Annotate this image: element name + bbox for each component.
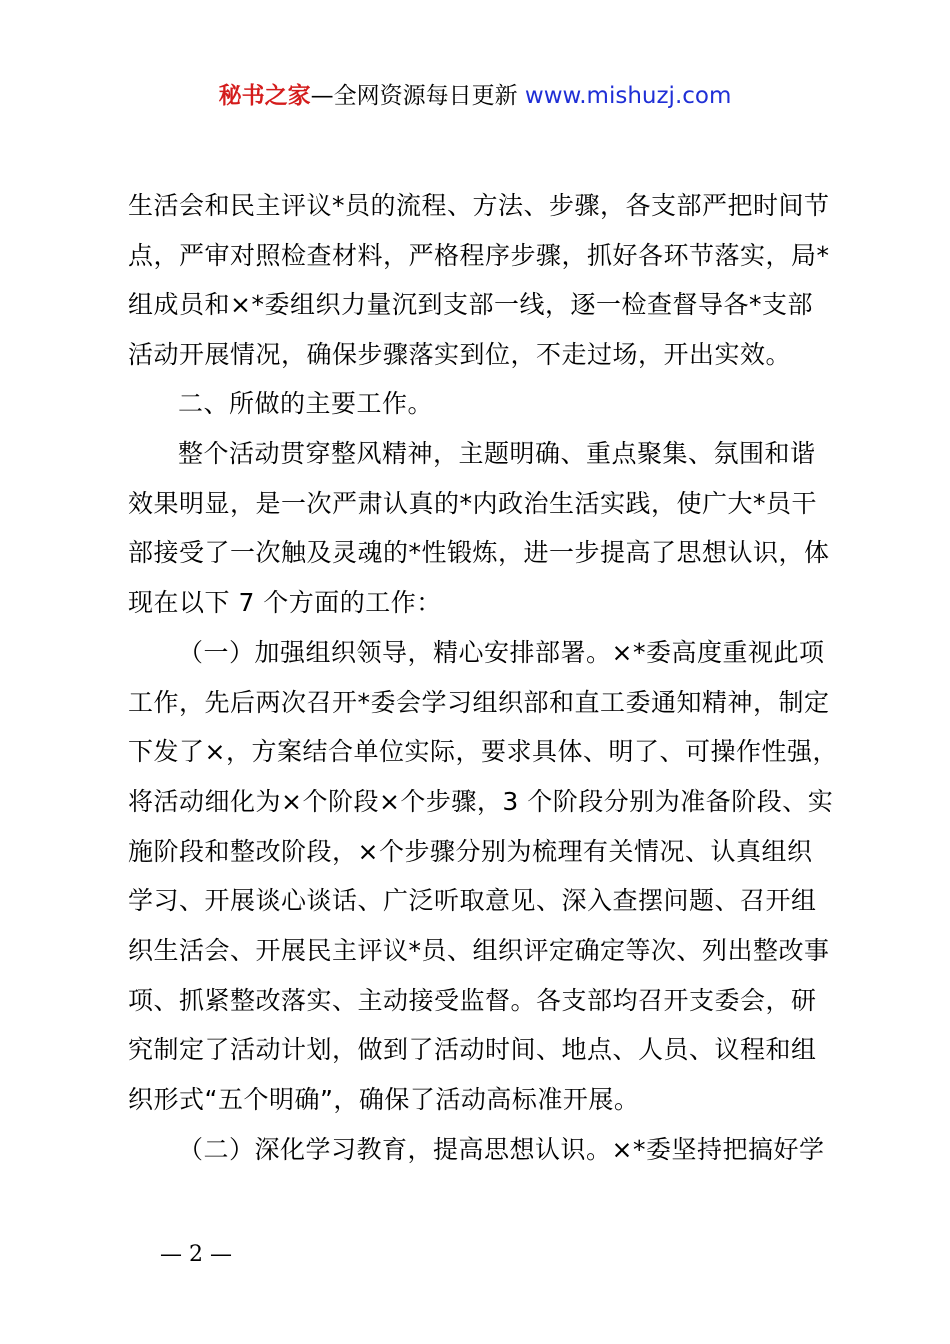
text-line: 究制定了活动计划，做到了活动时间、地点、人员、议程和组 [128,1035,817,1064]
page-number: — 2 — [160,1242,232,1267]
text-line: 现在以下 7 个方面的工作： [128,588,442,617]
paragraph-start: （一）加强组织领导，精心安排部署。×*委高度重视此项 [178,638,825,667]
site-brand: 秘书之家 [218,83,311,109]
text-line: 学习、开展谈心谈话、广泛听取意见、深入查摆问题、召开组 [128,886,817,915]
text-line: 活动开展情况，确保步骤落实到位，不走过场，开出实效。 [128,340,792,369]
text-line: 组成员和×*委组织力量沉到支部一线，逐一检查督导各*支部 [128,290,813,319]
paragraph-start: （二）深化学习教育，提高思想认识。×*委坚持把搞好学 [178,1135,825,1164]
text-line: 将活动细化为×个阶段×个步骤，3 个阶段分别为准备阶段、实 [128,787,834,816]
text-line: 生活会和民主评议*员的流程、方法、步骤，各支部严把时间节 [128,191,830,220]
text-line: 项、抓紧整改落实、主动接受监督。各支部均召开支委会，研 [128,986,817,1015]
text-line: 点，严审对照检查材料，严格程序步骤，抓好各环节落实，局* [128,241,830,270]
section-heading: 二、所做的主要工作。 [178,389,434,418]
site-url-link[interactable]: www.mishuzj.com [524,83,732,109]
paragraph-start: 整个活动贯穿整风精神，主题明确、重点聚集、氛围和谐 [178,439,816,468]
text-line: 效果明显，是一次严肃认真的*内政治生活实践，使广大*员干 [128,489,818,518]
text-line: 织生活会、开展民主评议*员、组织评定确定等次、列出整改事 [128,936,830,965]
text-line: 工作，先后两次召开*委会学习组织部和直工委通知精神，制定 [128,688,830,717]
text-line: 织形式“五个明确”，确保了活动高标准开展。 [128,1085,640,1114]
site-tagline: —全网资源每日更新 [310,83,525,109]
site-header [0,78,950,114]
text-line: 下发了×，方案结合单位实际，要求具体、明了、可操作性强， [128,737,838,766]
text-line: 施阶段和整改阶段，×个步骤分别为梳理有关情况、认真组织 [128,837,813,866]
text-line: 部接受了一次触及灵魂的*性锻炼，进一步提高了思想认识，体 [128,538,830,567]
